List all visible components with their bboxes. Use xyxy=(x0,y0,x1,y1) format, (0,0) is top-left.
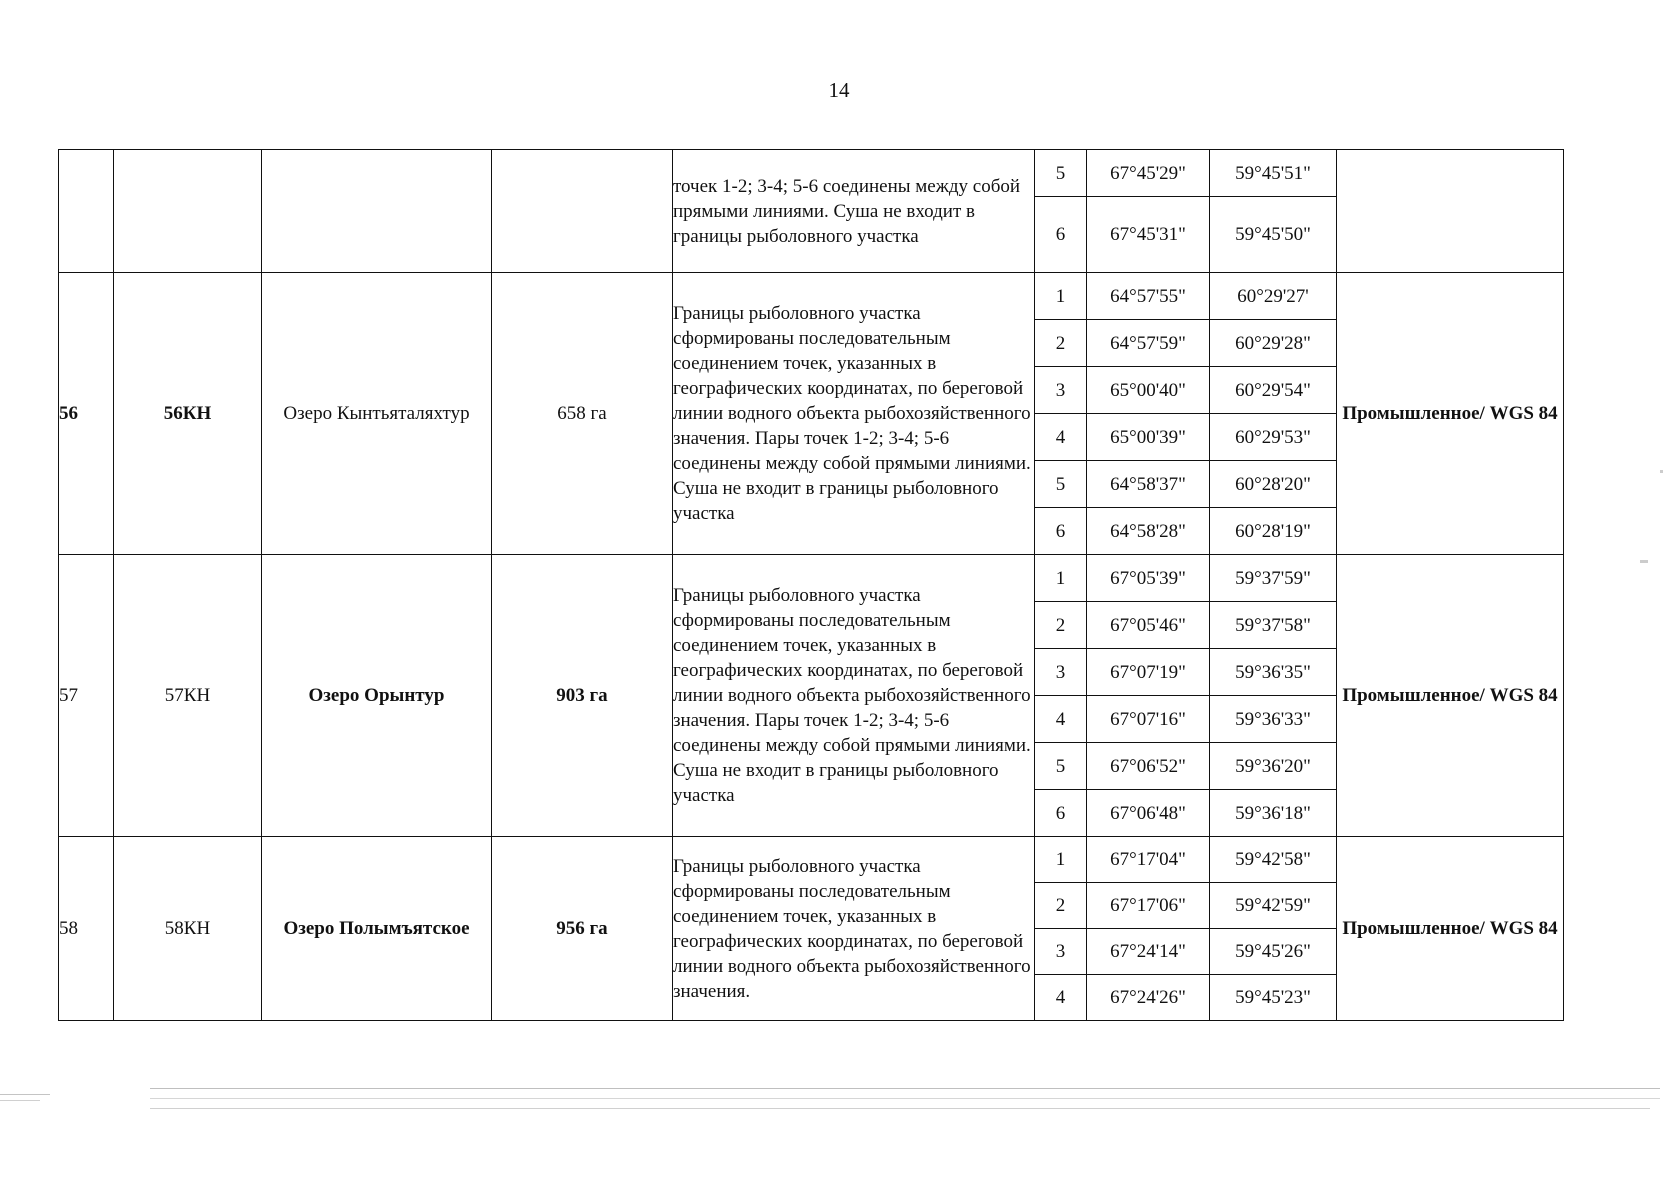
latitude: 64°57'55" xyxy=(1087,273,1210,320)
point-number: 5 xyxy=(1035,461,1087,508)
code-cell xyxy=(114,150,262,273)
latitude: 65°00'40" xyxy=(1087,367,1210,414)
fishing-sites-table xyxy=(58,149,1564,1021)
latitude: 67°24'14" xyxy=(1087,929,1210,975)
site-number: 56 xyxy=(59,273,114,555)
latitude: 67°06'48" xyxy=(1087,790,1210,837)
num-cell xyxy=(59,150,114,273)
point-number: 2 xyxy=(1035,320,1087,367)
point-number: 2 xyxy=(1035,883,1087,929)
longitude: 59°42'59" xyxy=(1210,883,1337,929)
latitude: 67°06'52" xyxy=(1087,743,1210,790)
site-purpose: Промышленное/ WGS 84 xyxy=(1337,273,1564,555)
longitude: 59°45'26" xyxy=(1210,929,1337,975)
site-number: 57 xyxy=(59,555,114,837)
table-row xyxy=(59,555,1564,602)
table-row xyxy=(59,837,1564,883)
scan-speck xyxy=(1660,470,1663,473)
site-code: 56КН xyxy=(114,273,262,555)
scan-speck xyxy=(1640,560,1648,563)
site-code: 57КН xyxy=(114,555,262,837)
name-cell xyxy=(262,150,492,273)
longitude: 59°42'58" xyxy=(1210,837,1337,883)
longitude: 60°28'20" xyxy=(1210,461,1337,508)
latitude: 67°05'39" xyxy=(1087,555,1210,602)
site-area: 956 га xyxy=(492,837,673,1021)
site-area: 658 га xyxy=(492,273,673,555)
latitude: 67°05'46" xyxy=(1087,602,1210,649)
table-body xyxy=(59,150,1564,1021)
longitude: 59°36'33" xyxy=(1210,696,1337,743)
point-number: 4 xyxy=(1035,414,1087,461)
longitude: 60°29'28" xyxy=(1210,320,1337,367)
table-row xyxy=(59,273,1564,320)
scan-noise-line xyxy=(150,1098,1660,1099)
point-number: 5 xyxy=(1035,150,1087,197)
scan-noise-line xyxy=(150,1088,1660,1089)
longitude: 59°37'58" xyxy=(1210,602,1337,649)
area-cell xyxy=(492,150,673,273)
point-number: 2 xyxy=(1035,602,1087,649)
latitude: 64°57'59" xyxy=(1087,320,1210,367)
scan-noise-line xyxy=(0,1100,40,1101)
point-number: 6 xyxy=(1035,508,1087,555)
site-name: Озеро Кынтьяталяхтур xyxy=(262,273,492,555)
longitude: 59°45'50" xyxy=(1210,197,1337,273)
point-number: 4 xyxy=(1035,975,1087,1021)
longitude: 59°36'20" xyxy=(1210,743,1337,790)
page-number: 14 xyxy=(828,78,850,102)
latitude: 64°58'28" xyxy=(1087,508,1210,555)
point-number: 3 xyxy=(1035,929,1087,975)
latitude: 67°24'26" xyxy=(1087,975,1210,1021)
table-row xyxy=(59,150,1564,197)
latitude: 67°17'06" xyxy=(1087,883,1210,929)
point-number: 3 xyxy=(1035,367,1087,414)
latitude: 67°07'16" xyxy=(1087,696,1210,743)
scan-noise-line xyxy=(0,1094,50,1095)
longitude: 60°29'54" xyxy=(1210,367,1337,414)
latitude: 67°07'19" xyxy=(1087,649,1210,696)
latitude: 64°58'37" xyxy=(1087,461,1210,508)
point-number: 1 xyxy=(1035,273,1087,320)
site-area: 903 га xyxy=(492,555,673,837)
site-purpose: Промышленное/ WGS 84 xyxy=(1337,837,1564,1021)
site-name: Озеро Орынтур xyxy=(262,555,492,837)
site-name: Озеро Полымъятское xyxy=(262,837,492,1021)
latitude: 67°45'31" xyxy=(1087,197,1210,273)
point-number: 1 xyxy=(1035,837,1087,883)
longitude: 60°28'19" xyxy=(1210,508,1337,555)
longitude: 60°29'27' xyxy=(1210,273,1337,320)
site-description: Границы рыболовного участка сформированы последовательным соединением точек, указанных в географических координатах, по береговой линии водного объекта рыбохозяйственного значения. xyxy=(673,837,1035,1021)
site-description: Границы рыболовного участка сформированы последовательным соединением точек, указанных в географических координатах, по береговой линии водного объекта рыбохозяйственного значения. Пары точек 1-2; 3-4; 5-6 соединены между собой прямыми линиями. Суша не входит в границы рыболовного участка xyxy=(673,273,1035,555)
longitude: 59°36'18" xyxy=(1210,790,1337,837)
longitude: 59°36'35" xyxy=(1210,649,1337,696)
point-number: 5 xyxy=(1035,743,1087,790)
latitude: 67°17'04" xyxy=(1087,837,1210,883)
point-number: 3 xyxy=(1035,649,1087,696)
site-code: 58КН xyxy=(114,837,262,1021)
point-number: 4 xyxy=(1035,696,1087,743)
longitude: 60°29'53" xyxy=(1210,414,1337,461)
point-number: 6 xyxy=(1035,197,1087,273)
latitude: 67°45'29" xyxy=(1087,150,1210,197)
longitude: 59°45'23" xyxy=(1210,975,1337,1021)
site-description: Границы рыболовного участка сформированы последовательным соединением точек, указанных в географических координатах, по береговой линии водного объекта рыбохозяйственного значения. Пары точек 1-2; 3-4; 5-6 соединены между собой прямыми линиями. Суша не входит в границы рыболовного участка xyxy=(673,555,1035,837)
description-cell: точек 1-2; 3-4; 5-6 соединены между собой прямыми линиями. Суша не входит в границы рыболовного участка xyxy=(673,150,1035,273)
site-number: 58 xyxy=(59,837,114,1021)
point-number: 1 xyxy=(1035,555,1087,602)
latitude: 65°00'39" xyxy=(1087,414,1210,461)
scan-noise-line xyxy=(150,1108,1650,1109)
purpose-cell xyxy=(1337,150,1564,273)
point-number: 6 xyxy=(1035,790,1087,837)
site-purpose: Промышленное/ WGS 84 xyxy=(1337,555,1564,837)
longitude: 59°37'59" xyxy=(1210,555,1337,602)
longitude: 59°45'51" xyxy=(1210,150,1337,197)
